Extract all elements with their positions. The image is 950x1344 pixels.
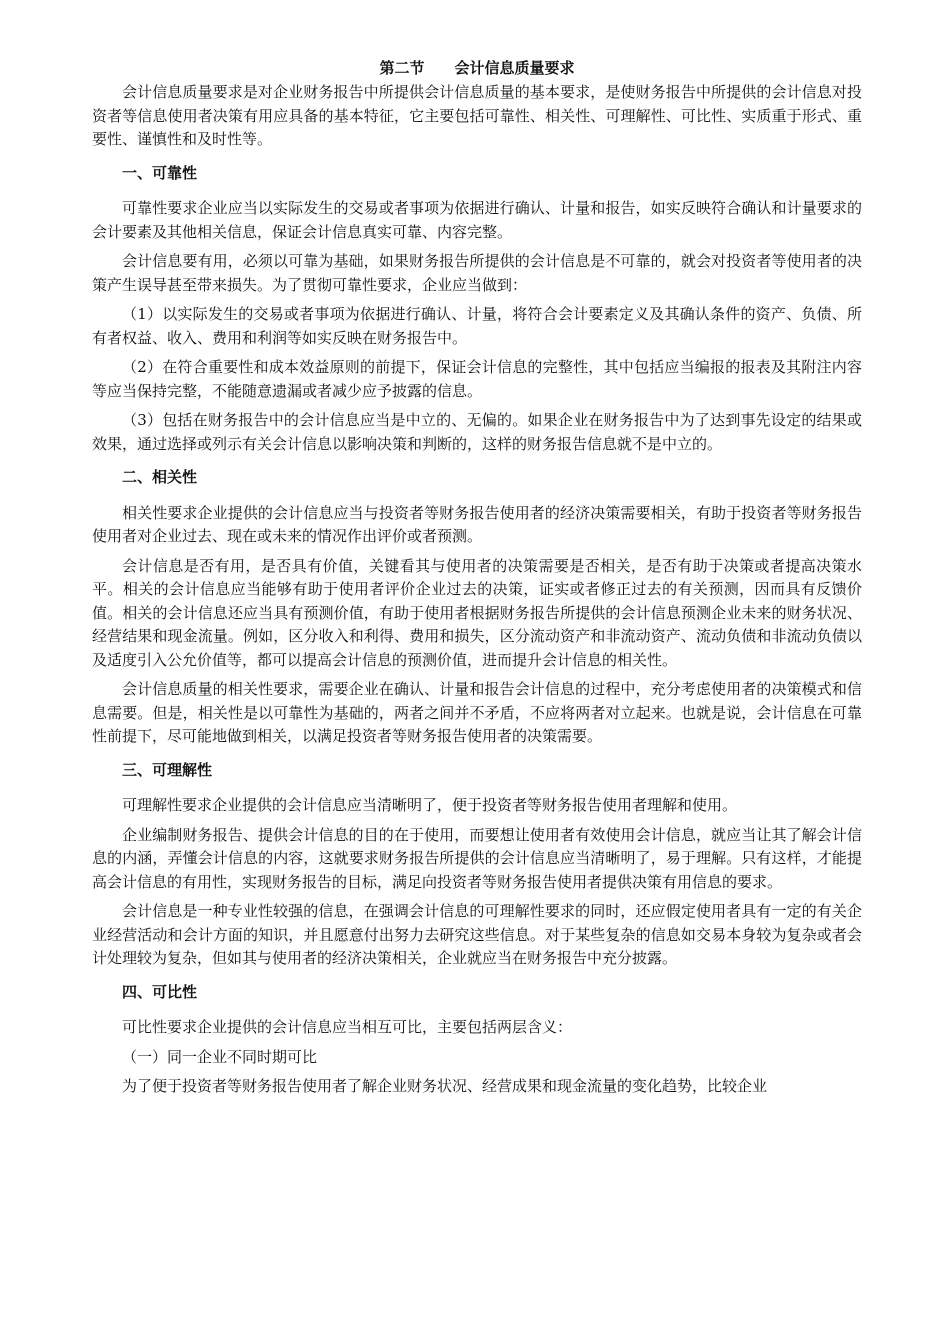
- paragraph: 会计信息质量的相关性要求，需要企业在确认、计量和报告会计信息的过程中，充分考虑使用者的决策模式和信息需要。但是，相关性是以可靠性为基础的，两者之间并不矛盾，不应将两者对立起来。也就是说，会计信息在可靠性前提下，尽可能地做到相关，以满足投资者等财务报告使用者的决策需要。: [92, 680, 862, 745]
- paragraph: 可靠性要求企业应当以实际发生的交易或者事项为依据进行确认、计量和报告，如实反映符合确认和计量要求的会计要素及其他相关信息，保证会计信息真实可靠、内容完整。: [92, 199, 862, 241]
- paragraph: 相关性要求企业提供的会计信息应当与投资者等财务报告使用者的经济决策需要相关，有助于投资者等财务报告使用者对企业过去、现在或未来的情况作出评价或者预测。: [92, 503, 862, 545]
- subheading: （一）同一企业不同时期可比: [122, 1047, 318, 1066]
- paragraph: 会计信息是否有用，是否具有价值，关键看其与使用者的决策需要是否相关，是否有助于决策或者提高决策水平。相关的会计信息应当能够有助于使用者评价企业过去的决策，证实或者修正过去的有关预测，因而具有反馈价值。相关的会计信息还应当具有预测价值，有助于使用者根据财务报告所提供的会计信息预测企业未来的财务状况、经营结果和现金流量。例如，区分收入和利得、费用和损失，区分流动资产和非流动资产、流动负债和非流动负债以及适度引入公允价值等，都可以提高会计信息的预测价值，进而提升会计信息的相关性。: [92, 556, 862, 669]
- paragraph: 可比性要求企业提供的会计信息应当相互可比，主要包括两层含义：: [122, 1018, 573, 1036]
- paragraph: 会计信息要有用，必须以可靠为基础，如果财务报告所提供的会计信息是不可靠的，就会对投资者等使用者的决策产生误导甚至带来损失。为了贯彻可靠性要求，企业应当做到：: [92, 252, 862, 294]
- heading-reliability: 一、可靠性: [122, 163, 198, 182]
- heading-comparability: 四、可比性: [122, 982, 198, 1001]
- list-item: （2）在符合重要性和成本效益原则的前提下，保证会计信息的完整性，其中包括应当编报的报表及其附注内容等应当保持完整，不能随意遗漏或者减少应予披露的信息。: [92, 358, 862, 400]
- paragraph: 企业编制财务报告、提供会计信息的目的在于使用，而要想让使用者有效使用会计信息，就应当让其了解会计信息的内涵，弄懂会计信息的内容，这就要求财务报告所提供的会计信息应当清晰明了，易于理解。只有这样，才能提高会计信息的有用性，实现财务报告的目标，满足向投资者等财务报告使用者提供决策有用信息的要求。: [92, 825, 862, 891]
- heading-understandability: 三、可理解性: [122, 760, 213, 779]
- paragraph: 会计信息是一种专业性较强的信息，在强调会计信息的可理解性要求的同时，还应假定使用者具有一定的有关企业经营活动和会计方面的知识，并且愿意付出努力去研究这些信息。对于某些复杂的信息如交易本身较为复杂或者会计处理较为复杂，但如其与使用者的经济决策相关，企业就应当在财务报告中充分披露。: [92, 902, 862, 967]
- heading-relevance: 二、相关性: [122, 468, 198, 486]
- section-title: 第二节 会计信息质量要求: [379, 59, 575, 77]
- list-item: （3）包括在财务报告中的会计信息应当是中立的、无偏的。如果企业在财务报告中为了达到事先设定的结果或效果，通过选择或列示有关会计信息以影响决策和判断的，这样的财务报告信息就不是中立的。: [92, 411, 862, 453]
- intro-paragraph: 会计信息质量要求是对企业财务报告中所提供会计信息质量的基本要求，是使财务报告中所提供的会计信息对投资者等信息使用者决策有用应具备的基本特征，它主要包括可靠性、相关性、可理解性、可比性、实质重于形式、重要性、谨慎性和及时性等。: [92, 83, 862, 148]
- paragraph: 为了便于投资者等财务报告使用者了解企业财务状况、经营成果和现金流量的变化趋势，比较企业: [122, 1077, 768, 1095]
- paragraph: 可理解性要求企业提供的会计信息应当清晰明了，便于投资者等财务报告使用者理解和使用。: [122, 796, 738, 814]
- list-item: （1）以实际发生的交易或者事项为依据进行确认、计量，将符合会计要素定义及其确认条件的资产、负债、所有者权益、收入、费用和利润等如实反映在财务报告中。: [92, 305, 862, 347]
